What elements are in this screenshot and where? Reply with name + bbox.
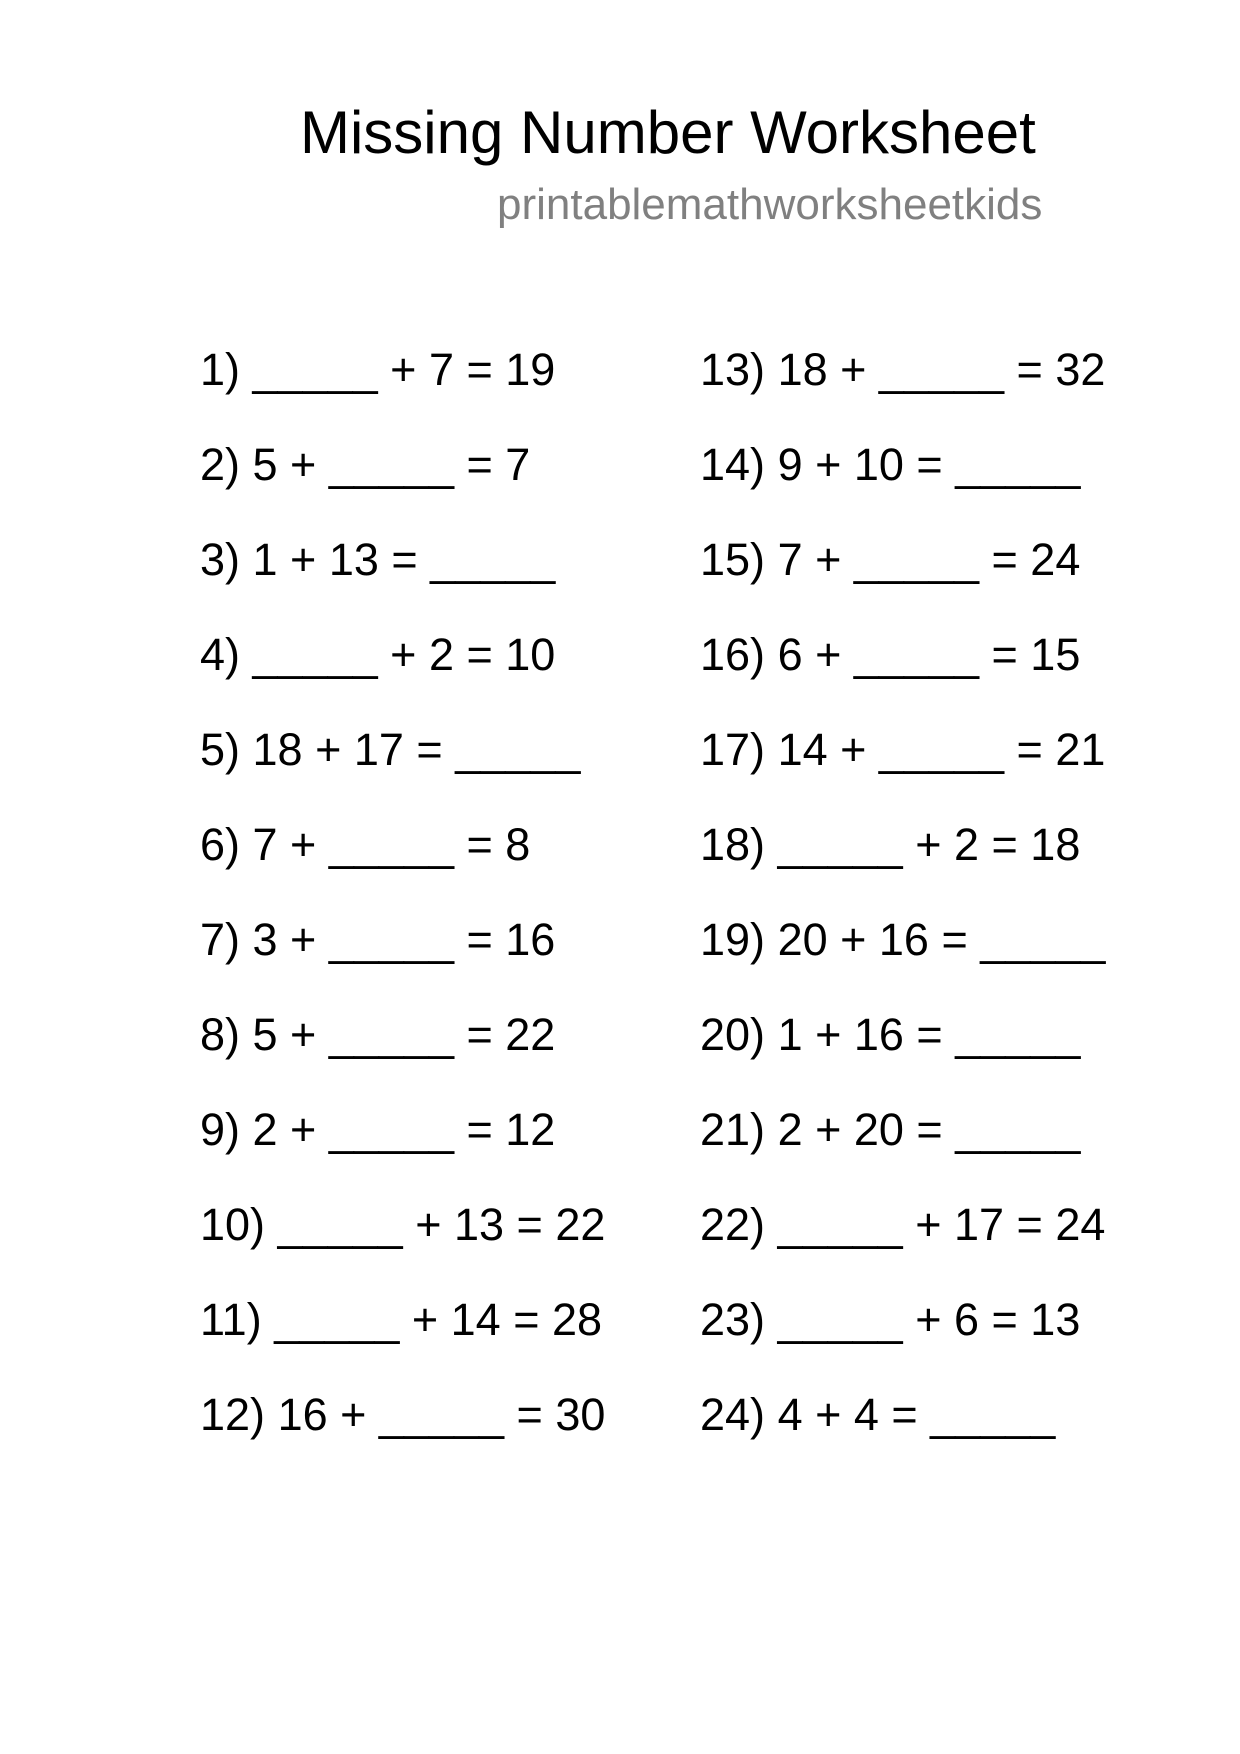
problem-expression: 18 + 17 = _____ bbox=[252, 724, 581, 775]
problem-number: 11) bbox=[200, 1294, 262, 1345]
problem-number: 13) bbox=[700, 344, 766, 395]
problem-expression: 20 + 16 = _____ bbox=[777, 914, 1106, 965]
problem-23 bbox=[700, 1290, 1105, 1385]
problem-6 bbox=[200, 815, 605, 910]
problem-expression: _____ + 17 = 24 bbox=[777, 1199, 1106, 1250]
problem-expression: 2 + 20 = _____ bbox=[777, 1104, 1081, 1155]
problem-21 bbox=[700, 1100, 1105, 1195]
problem-8 bbox=[200, 1005, 605, 1100]
problem-3 bbox=[200, 530, 605, 625]
problem-number: 9) bbox=[200, 1104, 241, 1155]
problem-expression: 6 + _____ = 15 bbox=[777, 629, 1081, 680]
problem-number: 6) bbox=[200, 819, 241, 870]
problem-expression: 9 + 10 = _____ bbox=[777, 439, 1081, 490]
problem-expression: _____ + 6 = 13 bbox=[777, 1294, 1081, 1345]
problem-expression: 4 + 4 = _____ bbox=[777, 1389, 1056, 1440]
problem-number: 22) bbox=[700, 1199, 766, 1250]
problem-20 bbox=[700, 1005, 1105, 1100]
problem-expression: 16 + _____ = 30 bbox=[277, 1389, 606, 1440]
problem-17 bbox=[700, 720, 1105, 815]
problem-expression: _____ + 2 = 10 bbox=[252, 629, 556, 680]
problems-column-left bbox=[200, 340, 605, 1480]
problems-column-right bbox=[700, 340, 1105, 1480]
problem-16 bbox=[700, 625, 1105, 720]
problem-expression: 2 + _____ = 12 bbox=[252, 1104, 556, 1155]
problem-number: 3) bbox=[200, 534, 241, 585]
problem-expression: 18 + _____ = 32 bbox=[777, 344, 1106, 395]
problem-expression: 1 + 13 = _____ bbox=[252, 534, 556, 585]
problem-number: 14) bbox=[700, 439, 766, 490]
problem-number: 17) bbox=[700, 724, 766, 775]
problem-number: 4) bbox=[200, 629, 241, 680]
problem-expression: 1 + 16 = _____ bbox=[777, 1009, 1081, 1060]
problem-19 bbox=[700, 910, 1105, 1005]
problem-9 bbox=[200, 1100, 605, 1195]
problem-expression: _____ + 7 = 19 bbox=[252, 344, 556, 395]
problem-10 bbox=[200, 1195, 605, 1290]
problem-number: 24) bbox=[700, 1389, 766, 1440]
problem-expression: 7 + _____ = 8 bbox=[252, 819, 531, 870]
problem-13 bbox=[700, 340, 1105, 435]
problem-number: 21) bbox=[700, 1104, 766, 1155]
problem-expression: 7 + _____ = 24 bbox=[777, 534, 1081, 585]
problem-number: 19) bbox=[700, 914, 766, 965]
worksheet-title: Missing Number Worksheet bbox=[300, 99, 1036, 166]
problem-expression: _____ + 13 = 22 bbox=[277, 1199, 606, 1250]
problem-number: 10) bbox=[200, 1199, 266, 1250]
problem-number: 15) bbox=[700, 534, 766, 585]
problem-number: 2) bbox=[200, 439, 241, 490]
problem-24 bbox=[700, 1385, 1105, 1480]
worksheet-subtitle: printablemathworksheetkids bbox=[497, 180, 1043, 229]
problem-expression: 5 + _____ = 22 bbox=[252, 1009, 556, 1060]
problem-expression: _____ + 14 = 28 bbox=[274, 1294, 603, 1345]
problem-number: 23) bbox=[700, 1294, 766, 1345]
problem-expression: 14 + _____ = 21 bbox=[777, 724, 1106, 775]
problem-11 bbox=[200, 1290, 605, 1385]
problem-expression: 3 + _____ = 16 bbox=[252, 914, 556, 965]
problem-number: 16) bbox=[700, 629, 766, 680]
problem-22 bbox=[700, 1195, 1105, 1290]
problem-5 bbox=[200, 720, 605, 815]
problem-number: 1) bbox=[200, 344, 241, 395]
problem-number: 5) bbox=[200, 724, 241, 775]
problem-12 bbox=[200, 1385, 605, 1480]
problem-7 bbox=[200, 910, 605, 1005]
problem-4 bbox=[200, 625, 605, 720]
problem-18 bbox=[700, 815, 1105, 910]
problem-2 bbox=[200, 435, 605, 530]
problem-number: 20) bbox=[700, 1009, 766, 1060]
problem-1 bbox=[200, 340, 605, 435]
problem-expression: _____ + 2 = 18 bbox=[777, 819, 1081, 870]
problem-number: 8) bbox=[200, 1009, 241, 1060]
problem-number: 7) bbox=[200, 914, 241, 965]
problem-14 bbox=[700, 435, 1105, 530]
problem-number: 12) bbox=[200, 1389, 266, 1440]
problem-number: 18) bbox=[700, 819, 766, 870]
problem-expression: 5 + _____ = 7 bbox=[252, 439, 531, 490]
problem-15 bbox=[700, 530, 1105, 625]
